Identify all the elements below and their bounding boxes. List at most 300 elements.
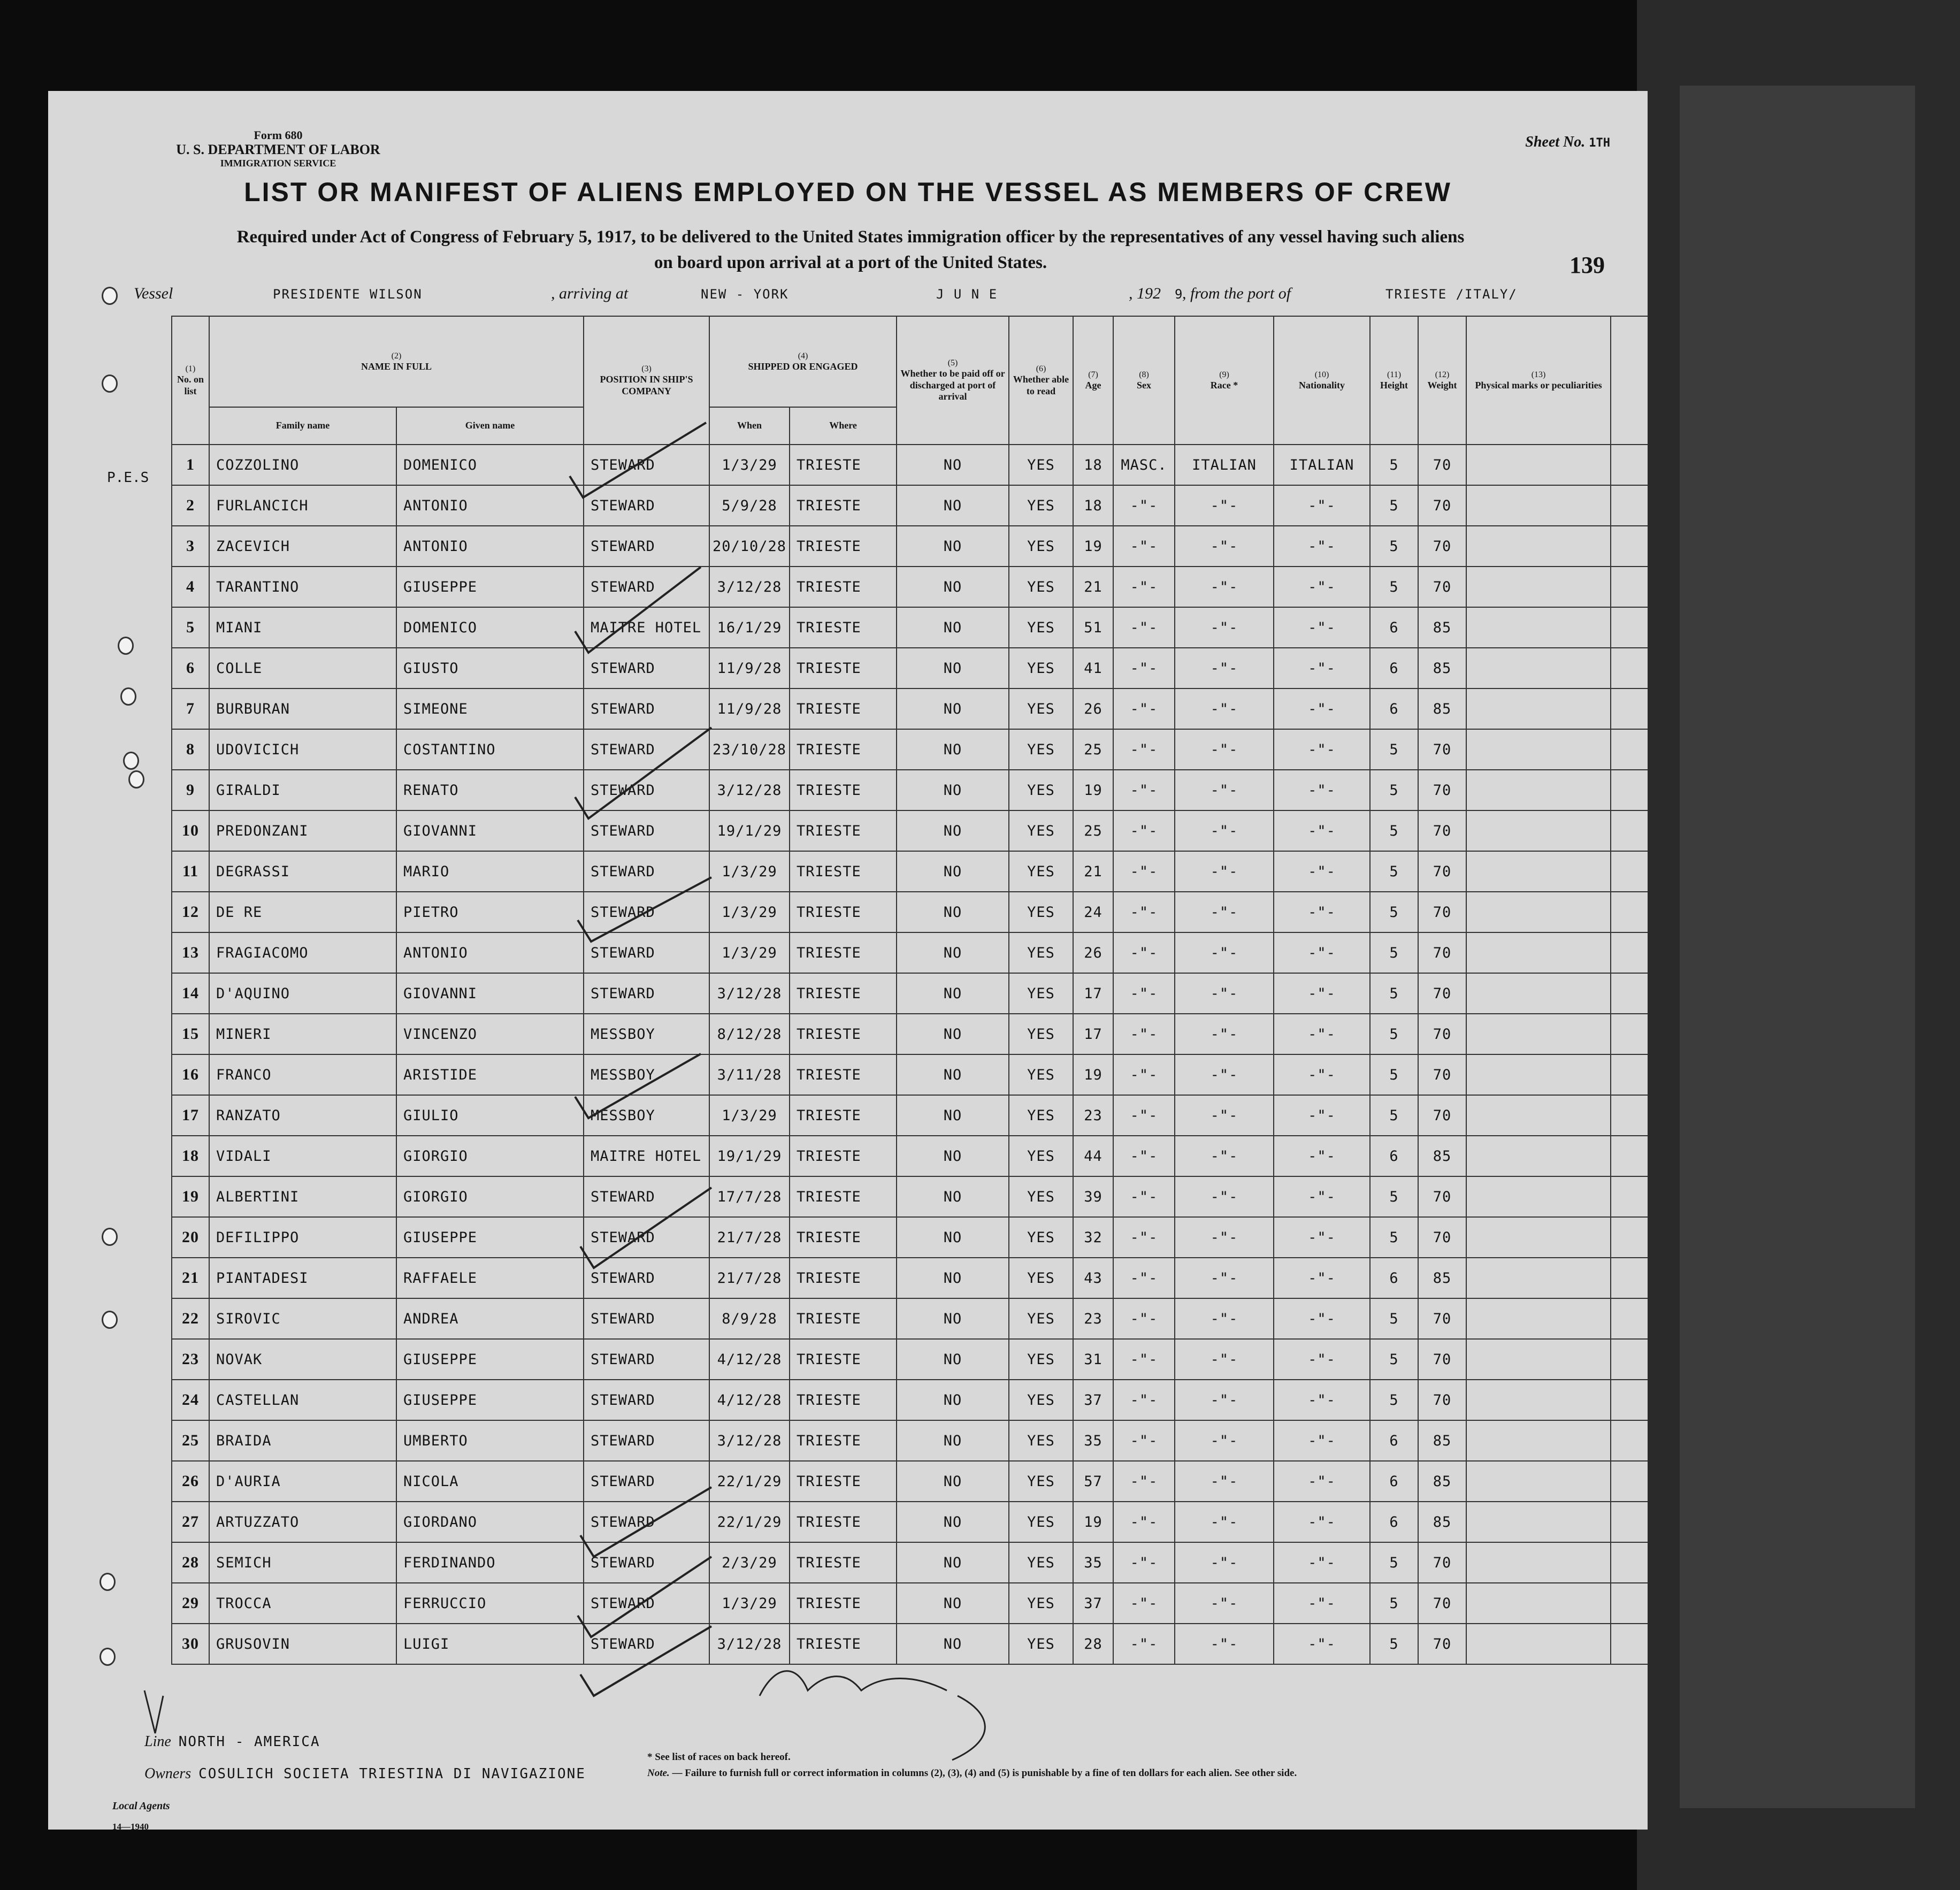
age: 25 [1073,729,1113,770]
weight: 70 [1418,973,1466,1014]
height: 5 [1370,1339,1418,1380]
shipped-when: 3/12/28 [709,973,790,1014]
able-to-read: YES [1009,1542,1073,1583]
paid-off: NO [897,1583,1009,1624]
height: 5 [1370,1583,1418,1624]
weight: 70 [1418,892,1466,932]
sex: -"- [1113,1176,1175,1217]
age: 44 [1073,1136,1113,1176]
given-name: MARIO [396,851,584,892]
paid-off: NO [897,526,1009,567]
position: STEWARD [584,1339,709,1380]
paid-off: NO [897,648,1009,688]
row-number: 16 [172,1054,209,1095]
family-name: FURLANCICH [209,485,396,526]
shipped-where: TRIESTE [790,1380,897,1420]
departure-port: TRIESTE /ITALY/ [1385,287,1518,302]
able-to-read: YES [1009,810,1073,851]
note-penalty [647,1765,1610,1781]
handwritten-check-marks [48,91,1648,1830]
shipped-when: 4/12/28 [709,1339,790,1380]
position: STEWARD [584,973,709,1014]
able-to-read: YES [1009,1502,1073,1542]
col-header-race: (9) Race * [1175,316,1274,445]
position: STEWARD [584,1461,709,1502]
family-name: ALBERTINI [209,1176,396,1217]
note-races: * See list of races on back hereof. [647,1751,791,1763]
able-to-read: YES [1009,1095,1073,1136]
paid-off: NO [897,1461,1009,1502]
weight: 70 [1418,1217,1466,1258]
weight: 70 [1418,567,1466,607]
nationality: -"- [1274,1095,1370,1136]
given-name: GIOVANNI [396,973,584,1014]
nationality: -"- [1274,810,1370,851]
col-header-sex: (8) Sex [1113,316,1175,445]
position: STEWARD [584,688,709,729]
given-name: FERRUCCIO [396,1583,584,1624]
sex: -"- [1113,1298,1175,1339]
nationality: -"- [1274,1502,1370,1542]
given-name: GIUSTO [396,648,584,688]
paid-off: NO [897,1542,1009,1583]
weight: 70 [1418,1014,1466,1054]
nationality: -"- [1274,567,1370,607]
able-to-read: YES [1009,1054,1073,1095]
row-number: 29 [172,1583,209,1624]
weight: 85 [1418,1136,1466,1176]
race: -"- [1175,810,1274,851]
shipped-where: TRIESTE [790,1217,897,1258]
paid-off: NO [897,892,1009,932]
height: 5 [1370,729,1418,770]
height: 5 [1370,973,1418,1014]
col-header-where: Where [790,407,897,445]
family-name: RANZATO [209,1095,396,1136]
family-name: MINERI [209,1014,396,1054]
able-to-read: YES [1009,607,1073,648]
age: 18 [1073,485,1113,526]
given-name: NICOLA [396,1461,584,1502]
shipped-where: TRIESTE [790,526,897,567]
paid-off: NO [897,688,1009,729]
age: 18 [1073,445,1113,485]
nationality: -"- [1274,1217,1370,1258]
shipped-where: TRIESTE [790,892,897,932]
able-to-read: YES [1009,445,1073,485]
sex: -"- [1113,1258,1175,1298]
subtitle-line-1: Required under Act of Congress of February 5, 1917, to be delivered to the United States immigration officer by the representatives of any vessel having such aliens [236,227,1465,247]
shipped-when: 11/9/28 [709,688,790,729]
age: 35 [1073,1420,1113,1461]
nationality: -"- [1274,973,1370,1014]
paid-off: NO [897,973,1009,1014]
col-header-paid-off: (5) Whether to be paid off or discharged at port of arrival [897,316,1009,445]
weight: 70 [1418,1339,1466,1380]
family-name: UDOVICICH [209,729,396,770]
family-name: CASTELLAN [209,1380,396,1420]
race: -"- [1175,1176,1274,1217]
owners-value: COSULICH SOCIETA TRIESTINA DI NAVIGAZIONE [198,1766,586,1782]
page-number: 139 [1569,252,1605,278]
shipped-when: 1/3/29 [709,445,790,485]
given-name: GIUSEPPE [396,1380,584,1420]
sex: -"- [1113,607,1175,648]
shipped-when: 23/10/28 [709,729,790,770]
able-to-read: YES [1009,973,1073,1014]
given-name: GIUSEPPE [396,567,584,607]
height: 6 [1370,1461,1418,1502]
given-name: COSTANTINO [396,729,584,770]
shipped-when: 16/1/29 [709,607,790,648]
able-to-read: YES [1009,729,1073,770]
paid-off: NO [897,1339,1009,1380]
paid-off: NO [897,932,1009,973]
height: 5 [1370,851,1418,892]
weight: 70 [1418,1176,1466,1217]
age: 31 [1073,1339,1113,1380]
given-name: ANTONIO [396,932,584,973]
sex: -"- [1113,1380,1175,1420]
weight: 70 [1418,770,1466,810]
race: ITALIAN [1175,445,1274,485]
family-name: GRUSOVIN [209,1624,396,1664]
age: 43 [1073,1258,1113,1298]
sex: -"- [1113,973,1175,1014]
nationality: -"- [1274,1014,1370,1054]
shipped-when: 3/12/28 [709,1624,790,1664]
position: STEWARD [584,770,709,810]
shipped-where: TRIESTE [790,1542,897,1583]
position: STEWARD [584,1583,709,1624]
subtitle-line-2: on board upon arrival at a port of the United States. [654,252,1047,272]
weight: 70 [1418,445,1466,485]
shipped-where: TRIESTE [790,567,897,607]
height: 5 [1370,932,1418,973]
sex: -"- [1113,932,1175,973]
paid-off: NO [897,485,1009,526]
shipped-where: TRIESTE [790,973,897,1014]
shipped-when: 2/3/29 [709,1542,790,1583]
nationality: -"- [1274,932,1370,973]
weight: 85 [1418,607,1466,648]
manifest-sheet [48,91,1648,1830]
race: -"- [1175,892,1274,932]
shipped-where: TRIESTE [790,648,897,688]
weight: 70 [1418,1624,1466,1664]
able-to-read: YES [1009,1136,1073,1176]
age: 19 [1073,1502,1113,1542]
sex: -"- [1113,526,1175,567]
col-header-when: When [709,407,790,445]
shipped-where: TRIESTE [790,1461,897,1502]
weight: 70 [1418,810,1466,851]
weight: 70 [1418,729,1466,770]
shipped-when: 1/3/29 [709,892,790,932]
race: -"- [1175,1339,1274,1380]
race: -"- [1175,973,1274,1014]
family-name: SIROVIC [209,1298,396,1339]
weight: 70 [1418,1542,1466,1583]
shipped-when: 4/12/28 [709,1380,790,1420]
shipped-where: TRIESTE [790,1298,897,1339]
shipped-when: 1/3/29 [709,851,790,892]
sex: -"- [1113,1420,1175,1461]
height: 5 [1370,1014,1418,1054]
nationality: -"- [1274,1298,1370,1339]
position: STEWARD [584,1420,709,1461]
height: 6 [1370,1136,1418,1176]
background-right-page [1637,0,1960,1890]
sex: -"- [1113,1583,1175,1624]
nationality: -"- [1274,1339,1370,1380]
age: 19 [1073,526,1113,567]
vessel-name: PRESIDENTE WILSON [273,287,423,302]
race: -"- [1175,607,1274,648]
age: 28 [1073,1624,1113,1664]
sex: -"- [1113,1502,1175,1542]
age: 41 [1073,648,1113,688]
race: -"- [1175,1380,1274,1420]
weight: 70 [1418,485,1466,526]
height: 6 [1370,1258,1418,1298]
row-number: 8 [172,729,209,770]
race: -"- [1175,1420,1274,1461]
given-name: GIORGIO [396,1176,584,1217]
weight: 70 [1418,1095,1466,1136]
nationality: -"- [1274,1542,1370,1583]
col-header-family-name: Family name [209,407,396,445]
height: 6 [1370,1420,1418,1461]
race: -"- [1175,526,1274,567]
able-to-read: YES [1009,526,1073,567]
nationality: -"- [1274,1461,1370,1502]
family-name: SEMICH [209,1542,396,1583]
nationality: -"- [1274,648,1370,688]
family-name: D'AURIA [209,1461,396,1502]
nationality: -"- [1274,1583,1370,1624]
family-name: VIDALI [209,1136,396,1176]
position: STEWARD [584,567,709,607]
sex: -"- [1113,1542,1175,1583]
row-number: 19 [172,1176,209,1217]
nationality: -"- [1274,1420,1370,1461]
position: STEWARD [584,1176,709,1217]
race: -"- [1175,729,1274,770]
family-name: ZACEVICH [209,526,396,567]
race: -"- [1175,1583,1274,1624]
vessel-label: Vessel [134,285,173,302]
position: STEWARD [584,526,709,567]
col-header-marks: (13) Physical marks or peculiarities [1466,316,1611,445]
year-digit: 9 [1175,287,1184,302]
height: 5 [1370,892,1418,932]
given-name: GIULIO [396,1095,584,1136]
nationality: -"- [1274,851,1370,892]
family-name: PREDONZANI [209,810,396,851]
shipped-when: 19/1/29 [709,1136,790,1176]
local-agents-field [112,1800,170,1812]
weight: 85 [1418,648,1466,688]
shipped-where: TRIESTE [790,1054,897,1095]
arrival-port: NEW - YORK [701,287,789,302]
row-number: 27 [172,1502,209,1542]
shipped-when: 8/12/28 [709,1014,790,1054]
family-name: PIANTADESI [209,1258,396,1298]
paid-off: NO [897,1014,1009,1054]
arriving-label: , arriving at [551,285,629,302]
height: 6 [1370,1502,1418,1542]
page-title: LIST OR MANIFEST OF ALIENS EMPLOYED ON THE VESSEL AS MEMBERS OF CREW [244,177,1452,207]
shipped-where: TRIESTE [790,1420,897,1461]
paid-off: NO [897,607,1009,648]
nationality: -"- [1274,1258,1370,1298]
race: -"- [1175,1136,1274,1176]
family-name: TROCCA [209,1583,396,1624]
sex: -"- [1113,810,1175,851]
nationality: ITALIAN [1274,445,1370,485]
nationality: -"- [1274,729,1370,770]
row-number: 11 [172,851,209,892]
weight: 85 [1418,1258,1466,1298]
race: -"- [1175,1054,1274,1095]
shipped-where: TRIESTE [790,1624,897,1664]
sex: MASC. [1113,445,1175,485]
height: 5 [1370,1176,1418,1217]
age: 39 [1073,1176,1113,1217]
line-label: Line [144,1733,171,1750]
col-header-height: (11) Height [1370,316,1418,445]
col-header-name: (2) NAME IN FULL [209,316,584,407]
paid-off: NO [897,1298,1009,1339]
form-number: Form 680 [254,128,303,142]
sex: -"- [1113,1624,1175,1664]
row-number: 26 [172,1461,209,1502]
shipped-where: TRIESTE [790,1095,897,1136]
shipped-where: TRIESTE [790,1136,897,1176]
weight: 70 [1418,526,1466,567]
height: 5 [1370,1095,1418,1136]
row-number: 17 [172,1095,209,1136]
able-to-read: YES [1009,1339,1073,1380]
height: 5 [1370,1298,1418,1339]
race: -"- [1175,1298,1274,1339]
given-name: SIMEONE [396,688,584,729]
age: 23 [1073,1095,1113,1136]
given-name: GIORGIO [396,1136,584,1176]
row-number: 20 [172,1217,209,1258]
position: STEWARD [584,892,709,932]
family-name: D'AQUINO [209,973,396,1014]
age: 26 [1073,932,1113,973]
given-name: GIUSEPPE [396,1339,584,1380]
row-number: 23 [172,1339,209,1380]
given-name: ARISTIDE [396,1054,584,1095]
able-to-read: YES [1009,1461,1073,1502]
weight: 85 [1418,1461,1466,1502]
shipped-when: 11/9/28 [709,648,790,688]
height: 5 [1370,567,1418,607]
nationality: -"- [1274,1054,1370,1095]
row-number: 30 [172,1624,209,1664]
age: 35 [1073,1542,1113,1583]
given-name: GIOVANNI [396,810,584,851]
race: -"- [1175,567,1274,607]
race: -"- [1175,1624,1274,1664]
sheet-number-label: Sheet No. [1525,134,1586,150]
sex: -"- [1113,1054,1175,1095]
paid-off: NO [897,1380,1009,1420]
nationality: -"- [1274,1136,1370,1176]
height: 5 [1370,770,1418,810]
able-to-read: YES [1009,1298,1073,1339]
shipped-where: TRIESTE [790,607,897,648]
height: 5 [1370,1542,1418,1583]
age: 17 [1073,1014,1113,1054]
position: STEWARD [584,445,709,485]
shipped-when: 21/7/28 [709,1217,790,1258]
col-header-weight: (12) Weight [1418,316,1466,445]
family-name: MIANI [209,607,396,648]
able-to-read: YES [1009,770,1073,810]
sex: -"- [1113,729,1175,770]
nationality: -"- [1274,485,1370,526]
age: 32 [1073,1217,1113,1258]
age: 19 [1073,1054,1113,1095]
owners-label: Owners [144,1765,192,1782]
given-name: RAFFAELE [396,1258,584,1298]
race: -"- [1175,648,1274,688]
shipped-when: 1/3/29 [709,1583,790,1624]
shipped-when: 3/12/28 [709,1420,790,1461]
shipped-where: TRIESTE [790,1176,897,1217]
race: -"- [1175,1461,1274,1502]
paid-off: NO [897,1176,1009,1217]
given-name: PIETRO [396,892,584,932]
paid-off: NO [897,1420,1009,1461]
weight: 70 [1418,1583,1466,1624]
able-to-read: YES [1009,1380,1073,1420]
col-header-position: (3) POSITION IN SHIP'S COMPANY [584,316,709,445]
row-number: 10 [172,810,209,851]
paid-off: NO [897,567,1009,607]
col-header-no: (1) No. on list [172,316,209,445]
given-name: GIUSEPPE [396,1217,584,1258]
able-to-read: YES [1009,485,1073,526]
age: 23 [1073,1298,1113,1339]
position: STEWARD [584,1258,709,1298]
race: -"- [1175,1542,1274,1583]
shipped-where: TRIESTE [790,770,897,810]
nationality: -"- [1274,892,1370,932]
able-to-read: YES [1009,851,1073,892]
age: 26 [1073,688,1113,729]
shipped-where: TRIESTE [790,1014,897,1054]
adjacent-sheet [1680,86,1915,1808]
family-name: DEGRASSI [209,851,396,892]
position: STEWARD [584,932,709,973]
family-name: COZZOLINO [209,445,396,485]
shipped-when: 22/1/29 [709,1461,790,1502]
row-number: 28 [172,1542,209,1583]
age: 51 [1073,607,1113,648]
race: -"- [1175,688,1274,729]
shipped-when: 1/3/29 [709,932,790,973]
height: 5 [1370,810,1418,851]
row-number: 18 [172,1136,209,1176]
position: STEWARD [584,648,709,688]
sex: -"- [1113,1339,1175,1380]
